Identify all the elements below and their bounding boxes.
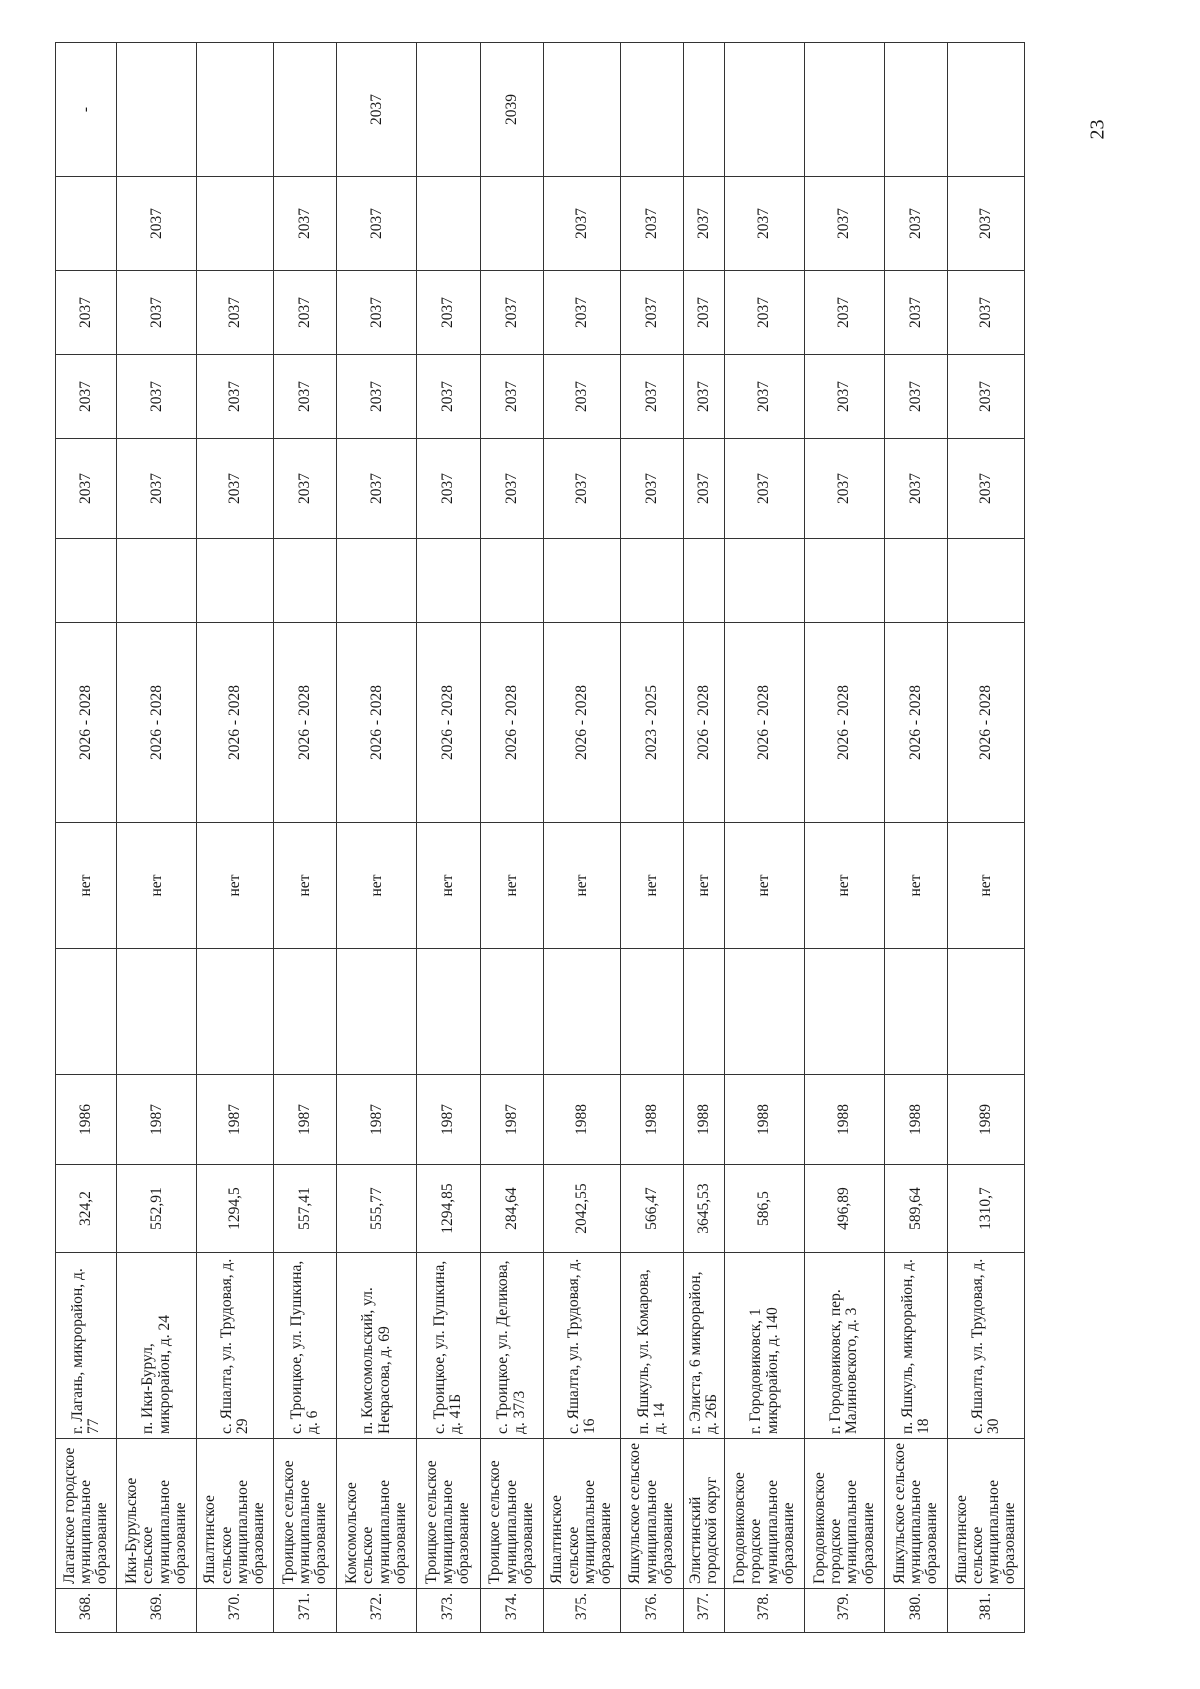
col11-cell: 2037: [480, 355, 543, 439]
col10-cell: 2037: [884, 439, 947, 539]
address-cell: г. Городовиковск, 1 микрорайон, д. 140: [725, 1253, 805, 1439]
year-cell: 1988: [620, 1075, 683, 1165]
col11-cell: 2037: [948, 355, 1025, 439]
col12-cell: 2037: [684, 271, 725, 355]
col12-cell: 2037: [884, 271, 947, 355]
col13-cell: [56, 177, 117, 271]
row-number: 373.: [417, 1589, 480, 1633]
table-row: [337, 43, 417, 1633]
address-cell: г. Городовиковск, пер. Малиновского, д. 3: [804, 1253, 884, 1439]
col12-cell: 2037: [117, 271, 197, 355]
col12-cell: 2037: [56, 271, 117, 355]
col13-cell: [480, 177, 543, 271]
col7-cell: нет: [197, 823, 274, 949]
row-number: 380.: [884, 1589, 947, 1633]
area-cell: 2042,55: [543, 1165, 620, 1253]
row-number: 375.: [543, 1589, 620, 1633]
col9-cell: [804, 539, 884, 623]
col7-cell: нет: [273, 823, 336, 949]
page-number: 23: [1086, 119, 1109, 140]
area-cell: 3645,53: [684, 1165, 725, 1253]
address-cell: с. Яшалта, ул. Трудовая, д. 29: [197, 1253, 274, 1439]
row-number: 374.: [480, 1589, 543, 1633]
area-cell: 324,2: [56, 1165, 117, 1253]
col13-cell: [197, 177, 274, 271]
table-row: [684, 43, 725, 1633]
col11-cell: 2037: [620, 355, 683, 439]
row-number: 372.: [337, 1589, 417, 1633]
col6-cell: [620, 949, 683, 1075]
col14-cell: [117, 43, 197, 177]
col6-cell: [543, 949, 620, 1075]
col11-cell: 2037: [543, 355, 620, 439]
col9-cell: [56, 539, 117, 623]
col13-cell: 2037: [337, 177, 417, 271]
row-number: 370.: [197, 1589, 274, 1633]
year-cell: 1988: [804, 1075, 884, 1165]
municipality-cell: Яшалтинское сельское муниципальное образование: [948, 1439, 1025, 1589]
year-cell: 1987: [273, 1075, 336, 1165]
col10-cell: 2037: [117, 439, 197, 539]
municipality-cell: Городовиковское городское муниципальное образование: [804, 1439, 884, 1589]
col11-cell: 2037: [804, 355, 884, 439]
col9-cell: [620, 539, 683, 623]
col14-cell: -: [56, 43, 117, 177]
col7-cell: нет: [725, 823, 805, 949]
year-cell: 1987: [337, 1075, 417, 1165]
col9-cell: [725, 539, 805, 623]
period-cell: 2026 - 2028: [543, 623, 620, 823]
address-cell: с. Троицкое, ул. Пушкина, д. 6: [273, 1253, 336, 1439]
row-number: 378.: [725, 1589, 805, 1633]
col7-cell: нет: [948, 823, 1025, 949]
table-row: [197, 43, 274, 1633]
municipality-cell: Троицкое сельское муниципальное образование: [417, 1439, 480, 1589]
municipality-cell: Яшалтинское сельское муниципальное образование: [197, 1439, 274, 1589]
period-cell: 2026 - 2028: [948, 623, 1025, 823]
col6-cell: [56, 949, 117, 1075]
col7-cell: нет: [684, 823, 725, 949]
municipality-cell: Элистинский городской округ: [684, 1439, 725, 1589]
period-cell: 2023 - 2025: [620, 623, 683, 823]
col10-cell: 2037: [480, 439, 543, 539]
col12-cell: 2037: [273, 271, 336, 355]
municipality-cell: Яшкульское сельское муниципальное образование: [884, 1439, 947, 1589]
col9-cell: [417, 539, 480, 623]
col13-cell: 2037: [804, 177, 884, 271]
area-cell: 586,5: [725, 1165, 805, 1253]
address-cell: г. Элиста, 6 микрорайон, д. 26Б: [684, 1253, 725, 1439]
area-cell: 555,77: [337, 1165, 417, 1253]
col14-cell: [197, 43, 274, 177]
col12-cell: 2037: [543, 271, 620, 355]
table-row: [725, 43, 805, 1633]
municipality-cell: Комсомольское сельское муниципальное образование: [337, 1439, 417, 1589]
period-cell: 2026 - 2028: [273, 623, 336, 823]
col13-cell: 2037: [948, 177, 1025, 271]
col7-cell: нет: [417, 823, 480, 949]
period-cell: 2026 - 2028: [480, 623, 543, 823]
col10-cell: 2037: [684, 439, 725, 539]
col6-cell: [417, 949, 480, 1075]
period-cell: 2026 - 2028: [684, 623, 725, 823]
table-row: [884, 43, 947, 1633]
table-row: [948, 43, 1025, 1633]
col11-cell: 2037: [684, 355, 725, 439]
col9-cell: [884, 539, 947, 623]
municipality-cell: Городовиковское городское муниципальное образование: [725, 1439, 805, 1589]
col14-cell: 2037: [337, 43, 417, 177]
col11-cell: 2037: [197, 355, 274, 439]
table-rotator: [55, 43, 1025, 1633]
col14-cell: 2039: [480, 43, 543, 177]
col12-cell: 2037: [804, 271, 884, 355]
col14-cell: [620, 43, 683, 177]
area-cell: 557,41: [273, 1165, 336, 1253]
col9-cell: [273, 539, 336, 623]
area-cell: 1294,5: [197, 1165, 274, 1253]
col11-cell: 2037: [417, 355, 480, 439]
table-row: [117, 43, 197, 1633]
year-cell: 1986: [56, 1075, 117, 1165]
col10-cell: 2037: [725, 439, 805, 539]
municipality-cell: Троицкое сельское муниципальное образование: [480, 1439, 543, 1589]
address-cell: с. Троицкое, ул. Деликова, д. 37/3: [480, 1253, 543, 1439]
col10-cell: 2037: [273, 439, 336, 539]
col14-cell: [684, 43, 725, 177]
col12-cell: 2037: [417, 271, 480, 355]
area-cell: 1310,7: [948, 1165, 1025, 1253]
period-cell: 2026 - 2028: [804, 623, 884, 823]
col6-cell: [337, 949, 417, 1075]
col10-cell: 2037: [56, 439, 117, 539]
col6-cell: [197, 949, 274, 1075]
period-cell: 2026 - 2028: [117, 623, 197, 823]
table-row: [480, 43, 543, 1633]
col7-cell: нет: [56, 823, 117, 949]
col6-cell: [725, 949, 805, 1075]
col10-cell: 2037: [197, 439, 274, 539]
col10-cell: 2037: [804, 439, 884, 539]
year-cell: 1987: [417, 1075, 480, 1165]
col13-cell: 2037: [684, 177, 725, 271]
col13-cell: 2037: [117, 177, 197, 271]
col12-cell: 2037: [337, 271, 417, 355]
municipality-cell: Троицкое сельское муниципальное образование: [273, 1439, 336, 1589]
col14-cell: [543, 43, 620, 177]
buildings-table: [55, 42, 1025, 1633]
year-cell: 1988: [543, 1075, 620, 1165]
col6-cell: [480, 949, 543, 1075]
address-cell: п. Ики-Бурул, микрорайон, д. 24: [117, 1253, 197, 1439]
table-row: [804, 43, 884, 1633]
col14-cell: [948, 43, 1025, 177]
col6-cell: [884, 949, 947, 1075]
row-number: 371.: [273, 1589, 336, 1633]
col6-cell: [117, 949, 197, 1075]
col7-cell: нет: [884, 823, 947, 949]
col6-cell: [804, 949, 884, 1075]
col6-cell: [684, 949, 725, 1075]
period-cell: 2026 - 2028: [337, 623, 417, 823]
period-cell: 2026 - 2028: [884, 623, 947, 823]
year-cell: 1988: [884, 1075, 947, 1165]
year-cell: 1989: [948, 1075, 1025, 1165]
col13-cell: 2037: [543, 177, 620, 271]
period-cell: 2026 - 2028: [197, 623, 274, 823]
col10-cell: 2037: [417, 439, 480, 539]
table-row: [543, 43, 620, 1633]
col14-cell: [273, 43, 336, 177]
row-number: 379.: [804, 1589, 884, 1633]
municipality-cell: Яшкульское сельское муниципальное образование: [620, 1439, 683, 1589]
col14-cell: [804, 43, 884, 177]
period-cell: 2026 - 2028: [56, 623, 117, 823]
area-cell: 284,64: [480, 1165, 543, 1253]
col11-cell: 2037: [725, 355, 805, 439]
address-cell: с. Яшалта, ул. Трудовая, д. 16: [543, 1253, 620, 1439]
col13-cell: 2037: [884, 177, 947, 271]
col12-cell: 2037: [620, 271, 683, 355]
row-number: 381.: [948, 1589, 1025, 1633]
area-cell: 552,91: [117, 1165, 197, 1253]
col7-cell: нет: [480, 823, 543, 949]
address-cell: с. Троицкое, ул. Пушкина, д. 41Б: [417, 1253, 480, 1439]
year-cell: 1988: [725, 1075, 805, 1165]
col14-cell: [884, 43, 947, 177]
year-cell: 1987: [197, 1075, 274, 1165]
row-number: 369.: [117, 1589, 197, 1633]
year-cell: 1988: [684, 1075, 725, 1165]
address-cell: п. Яшкуль, микрорайон, д. 18: [884, 1253, 947, 1439]
col13-cell: 2037: [273, 177, 336, 271]
col11-cell: 2037: [337, 355, 417, 439]
col11-cell: 2037: [273, 355, 336, 439]
col13-cell: [417, 177, 480, 271]
area-cell: 1294,85: [417, 1165, 480, 1253]
col9-cell: [197, 539, 274, 623]
col9-cell: [948, 539, 1025, 623]
col7-cell: нет: [117, 823, 197, 949]
col12-cell: 2037: [197, 271, 274, 355]
col12-cell: 2037: [480, 271, 543, 355]
col7-cell: нет: [620, 823, 683, 949]
row-number: 377.: [684, 1589, 725, 1633]
table-body: [56, 43, 1025, 1633]
address-cell: г. Лагань, микрорайон, д. 77: [56, 1253, 117, 1439]
municipality-cell: Яшалтинское сельское муниципальное образование: [543, 1439, 620, 1589]
col10-cell: 2037: [948, 439, 1025, 539]
col9-cell: [684, 539, 725, 623]
col9-cell: [480, 539, 543, 623]
col6-cell: [948, 949, 1025, 1075]
table-row: [273, 43, 336, 1633]
area-cell: 589,64: [884, 1165, 947, 1253]
col12-cell: 2037: [948, 271, 1025, 355]
col10-cell: 2037: [337, 439, 417, 539]
year-cell: 1987: [117, 1075, 197, 1165]
table-row: [56, 43, 117, 1633]
col14-cell: [725, 43, 805, 177]
col9-cell: [337, 539, 417, 623]
col11-cell: 2037: [117, 355, 197, 439]
municipality-cell: Лаганское городское муниципальное образование: [56, 1439, 117, 1589]
col7-cell: нет: [337, 823, 417, 949]
col7-cell: нет: [543, 823, 620, 949]
col13-cell: 2037: [725, 177, 805, 271]
col11-cell: 2037: [884, 355, 947, 439]
table-row: [620, 43, 683, 1633]
col14-cell: [417, 43, 480, 177]
address-cell: п. Комсомольский, ул. Некрасова, д. 69: [337, 1253, 417, 1439]
year-cell: 1987: [480, 1075, 543, 1165]
table-row: [417, 43, 480, 1633]
col7-cell: нет: [804, 823, 884, 949]
col9-cell: [117, 539, 197, 623]
col10-cell: 2037: [543, 439, 620, 539]
area-cell: 496,89: [804, 1165, 884, 1253]
col10-cell: 2037: [620, 439, 683, 539]
row-number: 368.: [56, 1589, 117, 1633]
area-cell: 566,47: [620, 1165, 683, 1253]
period-cell: 2026 - 2028: [725, 623, 805, 823]
col12-cell: 2037: [725, 271, 805, 355]
col6-cell: [273, 949, 336, 1075]
col11-cell: 2037: [56, 355, 117, 439]
row-number: 376.: [620, 1589, 683, 1633]
col13-cell: 2037: [620, 177, 683, 271]
col9-cell: [543, 539, 620, 623]
municipality-cell: Ики-Бурульское сельское муниципальное образование: [117, 1439, 197, 1589]
period-cell: 2026 - 2028: [417, 623, 480, 823]
address-cell: с. Яшалта, ул. Трудовая, д. 30: [948, 1253, 1025, 1439]
address-cell: п. Яшкуль, ул. Комарова, д. 14: [620, 1253, 683, 1439]
